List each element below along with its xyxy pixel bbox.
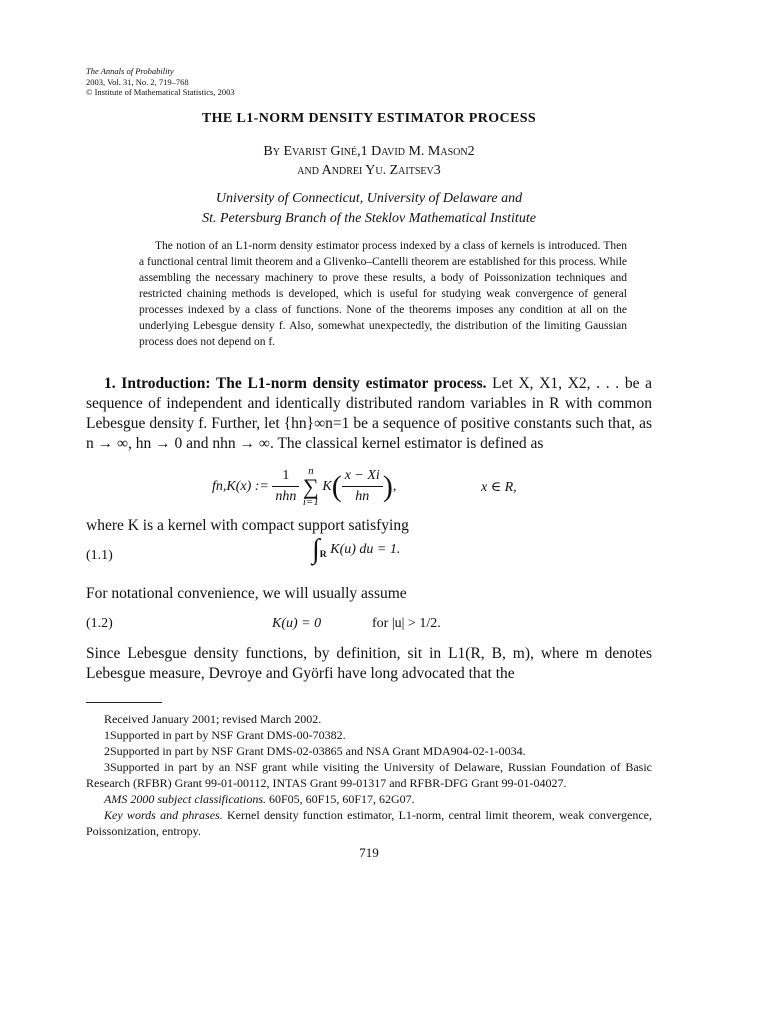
eq-summation <box>303 466 319 508</box>
equation-label-1-2: (1.2) <box>86 615 113 631</box>
paper-title: THE L1-NORM DENSITY ESTIMATOR PROCESS <box>201 110 537 126</box>
eq-lhs: fn,K(x) := <box>212 478 269 494</box>
eq-tail: , <box>392 478 397 494</box>
equation-1-2-rhs: for |u| > 1/2. <box>372 615 441 631</box>
affiliation-line-2: St. Petersburg Branch of the Steklov Mathematical Institute <box>202 210 536 226</box>
intro-text: Let X, X1, X2, . . . be a sequence of independent and identically distributed random variables in R with common Lebesgue density f. Further, let {hn}∞n=1 be a sequence of positive constants such that, as n → ∞, hn → 0 and nhn → ∞. The classical kernel estimator is defined as <box>86 374 652 452</box>
journal-info <box>86 66 652 98</box>
left-paren: ( <box>331 469 342 503</box>
keywords-text: Kernel density function estimator, L1-norm, central limit theorem, weak convergence, Poissonization, entropy. <box>86 807 653 838</box>
kernel-condition-text: where K is a kernel with compact support satisfying <box>86 516 409 534</box>
inner-den: hn <box>355 489 370 504</box>
sigma-symbol: ∑ <box>303 473 319 499</box>
author-list <box>86 142 652 180</box>
affiliations <box>86 189 652 229</box>
section-heading: 1. Introduction: The L1-norm density estimator process. <box>104 374 487 392</box>
eq-domain: x ∈ R, <box>481 479 517 495</box>
eq-frac-num: 1 <box>272 466 299 487</box>
lebesgue-text: Since Lebesgue density functions, by definition, sit in L1(R, B, m), where m denotes Lebesgue measure, Devroye and Györfi have long advocated that the <box>86 644 652 682</box>
sum-lower: i=1 <box>302 495 319 508</box>
section-1 <box>86 374 652 684</box>
journal-name: The Annals of Probability <box>86 66 174 76</box>
eq-kernel-k: K <box>322 478 332 494</box>
eq-inner-fraction <box>342 466 383 507</box>
footnote-rule <box>86 702 162 703</box>
equation-1-2 <box>86 614 652 638</box>
eq-frac-den: nhn <box>275 489 297 504</box>
journal-copyright: © Institute of Mathematical Statistics, 2003 <box>86 87 235 97</box>
affiliation-line-1: University of Connecticut, University of Delaware and <box>215 190 523 206</box>
section-1-paragraph-1 <box>86 374 652 454</box>
footnote-1: 1Supported in part by NSF Grant DMS-00-70382. <box>104 727 346 742</box>
footnote-3: 3Supported in part by an NSF grant while visiting the University of Delaware, Russian Foundation of Basic Research (RFBR) Grant 99-01-00112, INTAS Grant 99-01317 and RFBR-DFG Grant 99-01-04027. <box>86 759 652 790</box>
journal-volume: 2003, Vol. 31, No. 2, 719–768 <box>86 76 189 87</box>
integral-domain: R <box>319 548 327 560</box>
abstract: The notion of an L1-norm density estimator process indexed by a class of kernels is introduced. Then a functional central limit theorem and a Glivenko–Cantelli theorem are established for this process. While assembling the necessary machinery to prove these results, a body of Poissonization techniques and restricted chaining methods is developed, which is useful for studying weak convergence of general processes indexed by a class of functions. None of the theorems imposes any condition at all on the underlying Lebesgue density f. Also, somewhat unexpectedly, the distribution of the limiting Gaussian process does not depend on f. <box>139 239 627 348</box>
integral-symbol: ∫ <box>312 533 320 565</box>
sum-upper: n <box>308 464 314 477</box>
ams-classification <box>86 791 652 807</box>
equation-1-2-lhs: K(u) = 0 <box>272 615 322 631</box>
equation-label-1-1: (1.1) <box>86 547 113 563</box>
author-line-1: By Evarist Giné,1 David M. Mason2 <box>263 143 475 159</box>
eq-fraction <box>272 466 299 507</box>
paper-page <box>86 66 652 861</box>
ams-label: AMS 2000 subject classifications. <box>104 791 266 806</box>
ams-codes: 60F05, 60F15, 60F17, 62G07. <box>268 791 415 806</box>
keywords <box>86 807 652 839</box>
right-paren: ) <box>382 469 393 503</box>
equation-1-1 <box>86 533 652 578</box>
footnotes <box>86 711 652 839</box>
equation-1-1-body: K(u) du = 1. <box>330 541 401 557</box>
keywords-label: Key words and phrases. <box>104 807 223 822</box>
notation-text: For notational convenience, we will usually assume <box>86 584 407 602</box>
author-line-2: and Andrei Yu. Zaitsev3 <box>297 162 441 178</box>
page-number: 719 <box>359 844 379 860</box>
received-note: Received January 2001; revised March 2002. <box>104 711 322 726</box>
kernel-estimator-equation <box>86 460 652 510</box>
footnote-2: 2Supported in part by NSF Grant DMS-02-03865 and NSA Grant MDA904-02-1-0034. <box>104 743 526 758</box>
inner-num: x − Xi <box>342 466 383 487</box>
